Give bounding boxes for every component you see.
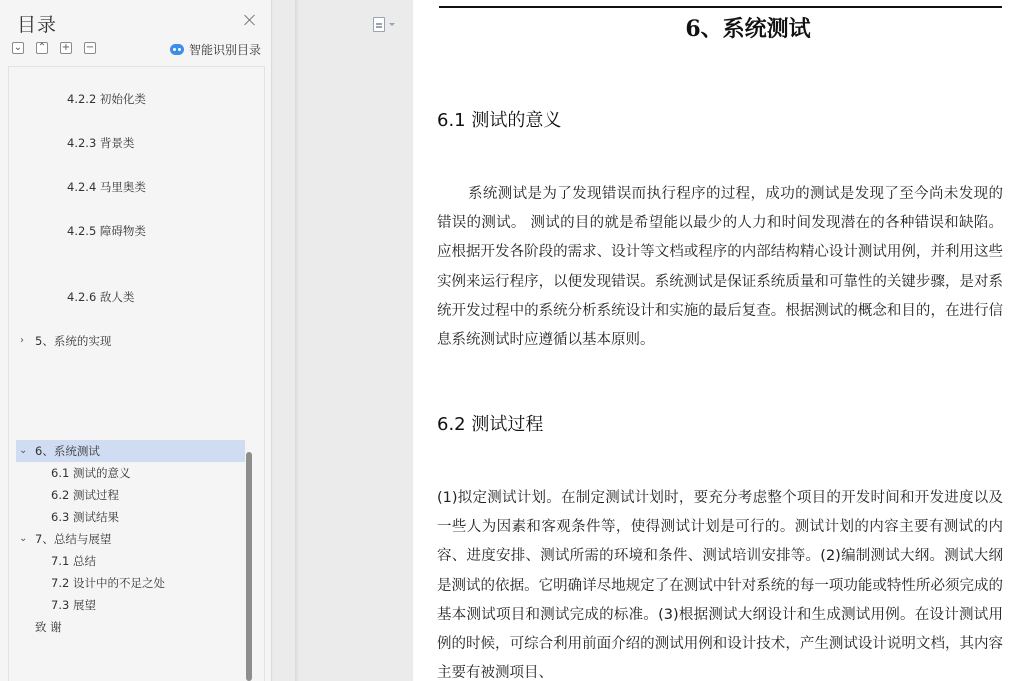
toc-item-4-2-4[interactable] [67,176,146,198]
smart-toc-icon [170,44,184,55]
document-area [273,0,1021,681]
add-level-button[interactable]: + [61,42,71,53]
toc-item-6-1[interactable] [51,462,130,484]
section-6-2-paragraph: (1)拟定测试计划。在制定测试计划时，要充分考虑整个项目的开发时间和开发进度以及一些人为因素和客观条件等，使得测试计划是可行的。测试计划的内容主要有测试的内容、进度安排、测试所需的环境和条件、测试培训安排等。(2)编制测试大纲。测试大纲是测试的依据。它明确详尽地规定了在测试中针对系统的每一项功能或特性所必须完成的基本测试项目和测试完成的标准。(3)根据测试大纲设计和生成测试用例。在设计测试用例的时候，可综合利用前面介绍的测试用例和设计技术，产生测试设计说明文档，其内容主要有被测项目、 [437,490,1003,681]
toc-item-6-3[interactable] [51,506,119,528]
document-icon [373,17,385,32]
page-shadow [295,0,299,681]
section-heading-6-2: 6.2 测试过程 [437,414,544,435]
toc-item-label: 4.2.2 初始化类 [67,92,146,106]
document-page[interactable] [413,0,1021,681]
smart-toc-button[interactable] [170,41,261,58]
chevron-right-icon[interactable]: › [20,335,24,346]
toc-item-4-2-5[interactable] [67,220,146,242]
remove-level-button[interactable]: − [85,42,95,53]
toc-item-label: 4.2.3 背景类 [67,136,135,150]
expand-all-button[interactable]: ⌄ [13,42,23,53]
toc-item-4-2-2[interactable] [67,88,146,110]
chevron-down-icon[interactable]: ⌄ [19,445,28,456]
toc-item-label: 致 谢 [35,620,62,634]
toc-item-label: 7、总结与展望 [35,532,112,546]
section-heading-6-1: 6.1 测试的意义 [437,110,562,131]
toc-item-7-3[interactable] [51,594,96,616]
toc-item-chapter-6[interactable] [16,440,245,462]
chapter-title: 6、系统测试 [685,16,811,42]
toc-scrollbar-thumb[interactable] [246,452,252,681]
toc-item-4-2-3[interactable] [67,132,134,154]
collapse-all-button[interactable]: ⌃ [37,42,47,53]
toc-item-label: 4.2.4 马里奥类 [67,180,146,194]
toc-item-label: 6.3 测试结果 [51,510,119,524]
toc-item-chapter-7[interactable] [19,528,111,550]
toc-item-7-1[interactable] [51,550,96,572]
toc-item-label: 5、系统的实现 [35,334,112,348]
caret-down-icon [389,23,395,26]
header-rule [439,6,1002,8]
toc-item-label: 6、系统测试 [35,444,100,458]
close-icon[interactable] [243,13,257,27]
toc-item-6-2[interactable] [51,484,119,506]
toc-item-label: 7.3 展望 [51,598,96,612]
section-6-1-paragraph: 系统测试是为了发现错误而执行程序的过程，成功的测试是发现了至今尚未发现的错误的测试。 测试的目的就是希望能以最少的人力和时间发现潜在的各种错误和缺陷。应根据开发各阶段的需求、设计等文档或程序的内部结构精心设计测试用例，并利用这些实例来运行程序，以便发现错误。系统测试是保证系统质量和可靠性的关键步骤，是对系统开发过程中的系统分析系统设计和实施的最后复查。根据测试的概念和目的，在进行信息系统测试时应遵循以基本原则。 [437,186,1003,349]
toc-item-7-2[interactable] [51,572,165,594]
toc-item-label: 4.2.5 障碍物类 [67,224,146,238]
toc-item-label: 4.2.6 敌人类 [67,290,135,304]
toc-panel [0,0,272,681]
smart-toc-label: 智能识别目录 [189,43,262,57]
document-menu-button[interactable] [373,17,395,32]
toc-item-label: 7.2 设计中的不足之处 [51,576,165,590]
toc-item-4-2-6[interactable] [67,286,134,308]
chevron-down-icon[interactable]: ⌄ [19,533,28,544]
toc-item-label: 7.1 总结 [51,554,96,568]
toc-item-chapter-5[interactable] [20,330,111,352]
toc-item-acknowledgements[interactable] [35,616,62,638]
toc-item-label: 6.2 测试过程 [51,488,119,502]
toc-title: 目录 [17,14,58,36]
toc-item-label: 6.1 测试的意义 [51,466,131,480]
